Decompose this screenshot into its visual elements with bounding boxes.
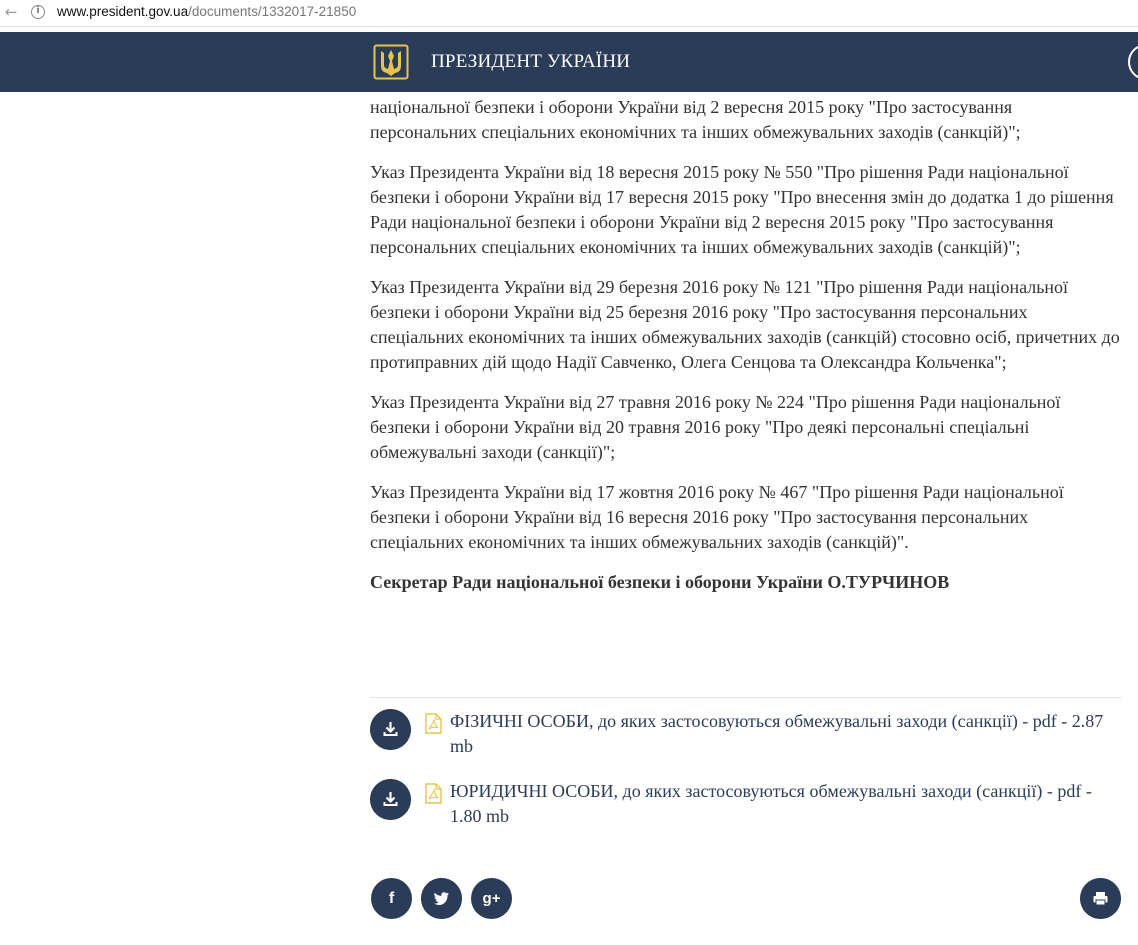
- attachment-item: [370, 779, 1121, 831]
- decree-paragraph: Указ Президента України від 17 жовтня 2016 року № 467 "Про рішення Ради національної безпеки і оборони України від 16 вересня 2016 року "Про застосування персональних спеціальних економічних та інших обмежувальних заходів (санкцій)".: [370, 482, 1064, 552]
- attachment-link[interactable]: ЮРИДИЧНІ ОСОБИ, до яких застосовуються обмежувальні заходи (санкції) - pdf - 1.80 mb: [450, 781, 1092, 826]
- attachments-list: [370, 697, 1121, 826]
- address-bar[interactable]: [57, 4, 356, 19]
- site-info-icon[interactable]: i: [31, 5, 45, 19]
- decree-paragraph: Указ Президента України від 18 вересня 2015 року № 550 "Про рішення Ради національної безпеки і оборони України від 17 вересня 2015 року "Про внесення змін до додатка 1 до рішення Ради національної безпеки і оборони України від 2 вересня 2015 року "Про застосування персональних спеціальних економічних та інших обмежувальних заходів (санкцій)";: [370, 162, 1114, 257]
- attachment-link[interactable]: ФІЗИЧНІ ОСОБИ, до яких застосовуються обмежувальні заходи (санкції) - pdf - 2.87 mb: [450, 711, 1104, 756]
- print-button[interactable]: [1080, 878, 1121, 919]
- google-plus-icon: g+: [482, 890, 501, 907]
- decree-paragraph: національної безпеки і оборони України від 2 вересня 2015 року "Про застосування персональних спеціальних економічних та інших обмежувальних заходів (санкцій)";: [370, 97, 1021, 142]
- decree-paragraph: Указ Президента України від 29 березня 2016 року № 121 "Про рішення Ради національної безпеки і оборони України від 25 березня 2016 року "Про застосування персональних спеціальних економічних та інших обмежувальних заходів (санкцій) стосовно осіб, причетних до протиправних дій щодо Надії Савченко, Олега Сенцова та Олександра Кольченка";: [370, 277, 1120, 372]
- document-body: [370, 95, 1122, 595]
- browser-toolbar: [0, 0, 1138, 27]
- signature: Секретар Ради національної безпеки і оборони України О.ТУРЧИНОВ: [370, 572, 950, 592]
- url-path: /documents/1332017-21850: [188, 4, 357, 19]
- search-icon[interactable]: [1128, 44, 1138, 80]
- decree-paragraph: Указ Президента України від 27 травня 2016 року № 224 "Про рішення Ради національної безпеки і оборони України від 20 травня 2016 року "Про деякі персональні спеціальні обмежувальні заходи (санкції)";: [370, 392, 1061, 462]
- back-arrow-icon[interactable]: ←: [4, 3, 18, 21]
- attachment-item: [370, 709, 1121, 761]
- twitter-share-button[interactable]: [421, 878, 462, 919]
- download-button[interactable]: [370, 779, 411, 820]
- facebook-icon: f: [388, 890, 395, 907]
- url-host: www.president.gov.ua: [57, 4, 189, 19]
- site-header: [0, 32, 1138, 92]
- site-title[interactable]: ПРЕЗИДЕНТ УКРАЇНИ: [431, 51, 631, 72]
- pdf-file-icon: [425, 713, 442, 734]
- pdf-file-icon: [425, 783, 442, 804]
- facebook-share-button[interactable]: [371, 878, 412, 919]
- google-plus-share-button[interactable]: [471, 878, 512, 919]
- trident-emblem-icon[interactable]: [373, 44, 409, 80]
- download-button[interactable]: [370, 709, 411, 750]
